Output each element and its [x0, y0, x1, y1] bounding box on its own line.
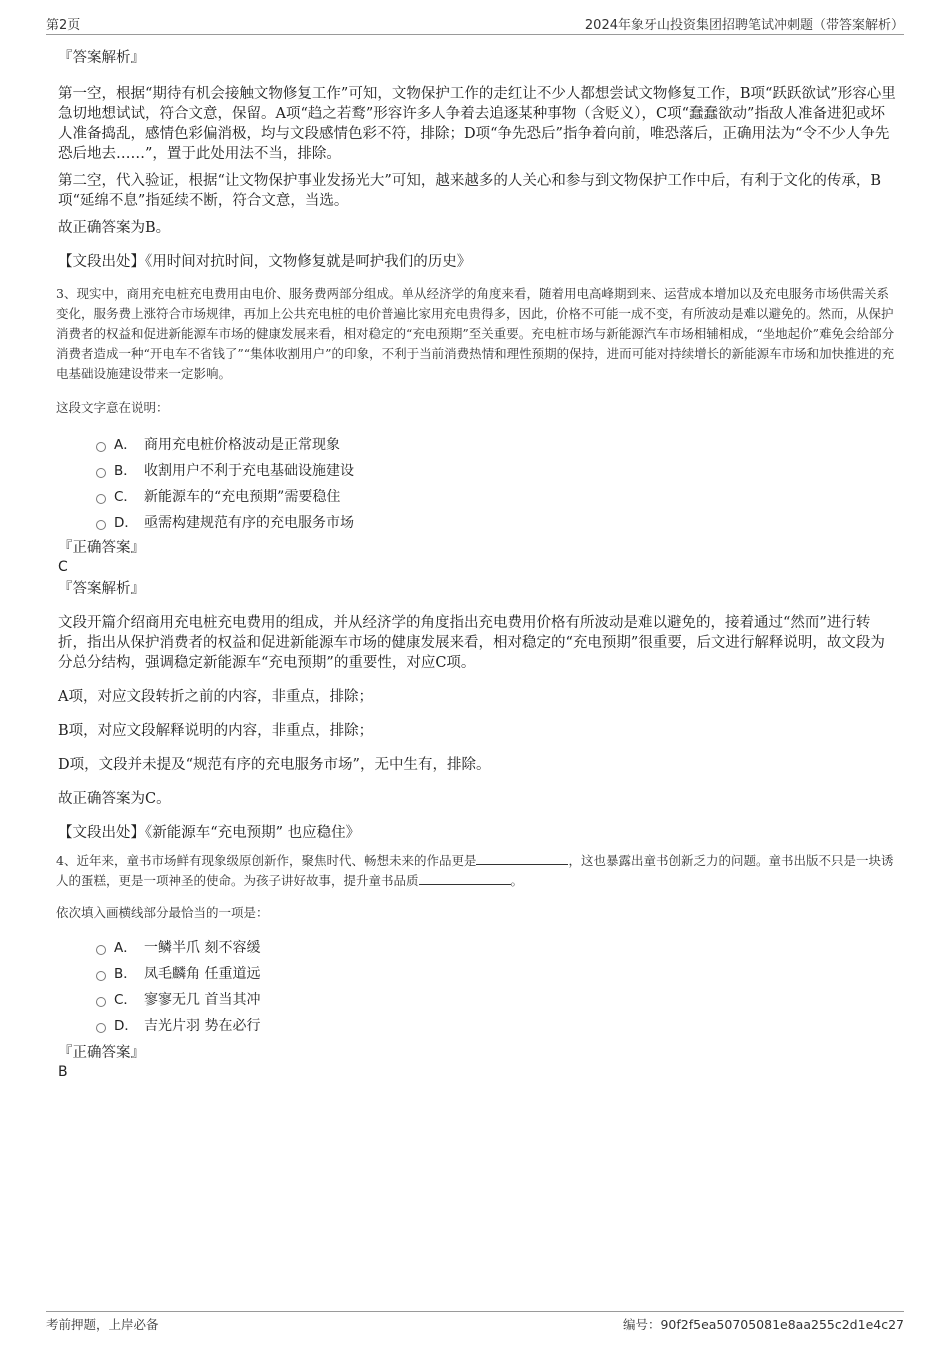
radio-icon[interactable]	[96, 442, 106, 452]
page-content	[56, 44, 896, 1081]
radio-icon[interactable]	[96, 971, 106, 981]
question-prompt: 依次填入画横线部分最恰当的一项是：	[56, 905, 269, 920]
footer-slogan: 考前押题，上岸必备	[46, 1317, 159, 1332]
analysis-paragraph: 第一空，根据“期待有机会接触文物修复工作”可知，文物保护工作的走红让不少人都想尝试文物修复工作，B项“跃跃欲试”形容心里急切地想试试，符合文意，保留。A项“趋之若鹜”形容许多人争着去追逐某种事物（含贬义），C项“蠢蠢欲动”指敌人准备进犯或坏人准备捣乱，感情色彩偏消极，均与文段感情色彩不符，排除；D项“争先恐后”指争着向前，唯恐落后，正确用法为“令不少人争先恐后地去……”，置于此处用法不当，排除。	[58, 86, 896, 162]
analysis-paragraph: A项，对应文段转折之前的内容，非重点，排除；	[58, 689, 373, 705]
analysis-paragraph: 文段开篇介绍商用充电桩充电费用的组成，并从经济学的角度指出充电费用价格有所波动是难以避免的，接着通过“然而”进行转折，指出从保护消费者的权益和促进新能源车市场的健康发展来看，相对稳定的“充电预期”很重要，后文进行解释说明，故文段为分总分结构，强调稳定新能源车“充电预期”的重要性，对应C项。	[58, 615, 885, 671]
page-number: 第2页	[46, 18, 81, 33]
analysis-paragraph: B项，对应文段解释说明的内容，非重点，排除；	[58, 723, 374, 739]
source-citation: 【文段出处】《用时间对抗时间，文物修复就是呵护我们的历史》	[58, 254, 472, 270]
question-stem: 4、近年来，童书市场鲜有现象级原创新作，聚焦时代、畅想未来的作品更是 ，这也暴露出童书创新乏力的问题。童书出版不只是一块诱人的蛋糕，更是一项神圣的使命。为孩子讲好故事，提升童书品质 。	[56, 853, 894, 888]
option-a[interactable]: A． 一鳞半爪 刻不容缓	[96, 935, 896, 961]
option-d[interactable]: D． 吉光片羽 势在必行	[96, 1013, 896, 1039]
page-footer	[46, 1311, 904, 1334]
correct-answer: B	[58, 1064, 68, 1080]
page-header	[46, 12, 904, 35]
correct-answer-label: 『正确答案』	[58, 1045, 145, 1061]
option-a[interactable]: A． 商用充电桩价格波动是正常现象	[96, 432, 896, 458]
answer-statement: 故正确答案为B。	[58, 220, 171, 236]
analysis-label: 『答案解析』	[58, 581, 145, 597]
question-prompt: 这段文字意在说明：	[56, 400, 169, 415]
radio-icon[interactable]	[96, 520, 106, 530]
question-stem: 3、现实中，商用充电桩充电费用由电价、服务费两部分组成。单从经济学的角度来看，随着用电高峰期到来、运营成本增加以及充电服务市场供需关系变化，服务费上涨符合市场规律，再加上公共充电桩的电价普遍比家用充电贵得多，因此，价格不可能一成不变，有所波动是难以避免的。然而，从保护消费者的权益和促进新能源车市场的健康发展来看，相对稳定的“充电预期”至关重要。充电桩市场与新能源汽车市场相辅相成，“坐地起价”难免会给部分消费者造成一种“开电车不省钱了”“集体收割用户”的印象，不利于当前消费热情和理性预期的保持，进而可能对持续增长的新能源车市场和加快推进的充电基础设施建设带来一定影响。	[56, 286, 895, 381]
document-code: 编号：90f2f5ea50705081e8aa255c2d1e4c27	[622, 1317, 904, 1332]
answer-statement: 故正确答案为C。	[58, 791, 171, 807]
radio-icon[interactable]	[96, 997, 106, 1007]
radio-icon[interactable]	[96, 945, 106, 955]
option-d[interactable]: D． 亟需构建规范有序的充电服务市场	[96, 510, 896, 536]
radio-icon[interactable]	[96, 468, 106, 478]
analysis-paragraph: D项，文段并未提及“规范有序的充电服务市场”，无中生有，排除。	[58, 757, 491, 773]
correct-answer: C	[58, 559, 68, 575]
option-c[interactable]: C． 寥寥无几 首当其冲	[96, 987, 896, 1013]
option-list	[56, 432, 896, 536]
analysis-paragraph: 第二空，代入验证，根据“让文物保护事业发扬光大”可知，越来越多的人关心和参与到文物保护工作中后，有利于文化的传承，B项“延绵不息”指延续不断，符合文意，当选。	[58, 173, 881, 209]
correct-answer-label: 『正确答案』	[58, 540, 145, 556]
fill-blank	[476, 852, 568, 865]
option-b[interactable]: B． 凤毛麟角 任重道远	[96, 961, 896, 987]
option-list	[56, 935, 896, 1039]
option-b[interactable]: B． 收割用户不利于充电基础设施建设	[96, 458, 896, 484]
analysis-label: 『答案解析』	[58, 50, 145, 66]
option-c[interactable]: C． 新能源车的“充电预期”需要稳住	[96, 484, 896, 510]
document-title: 2024年象牙山投资集团招聘笔试冲刺题（带答案解析）	[584, 18, 904, 33]
source-citation: 【文段出处】《新能源车“充电预期” 也应稳住》	[58, 825, 361, 841]
fill-blank	[419, 872, 511, 885]
radio-icon[interactable]	[96, 1023, 106, 1033]
radio-icon[interactable]	[96, 494, 106, 504]
